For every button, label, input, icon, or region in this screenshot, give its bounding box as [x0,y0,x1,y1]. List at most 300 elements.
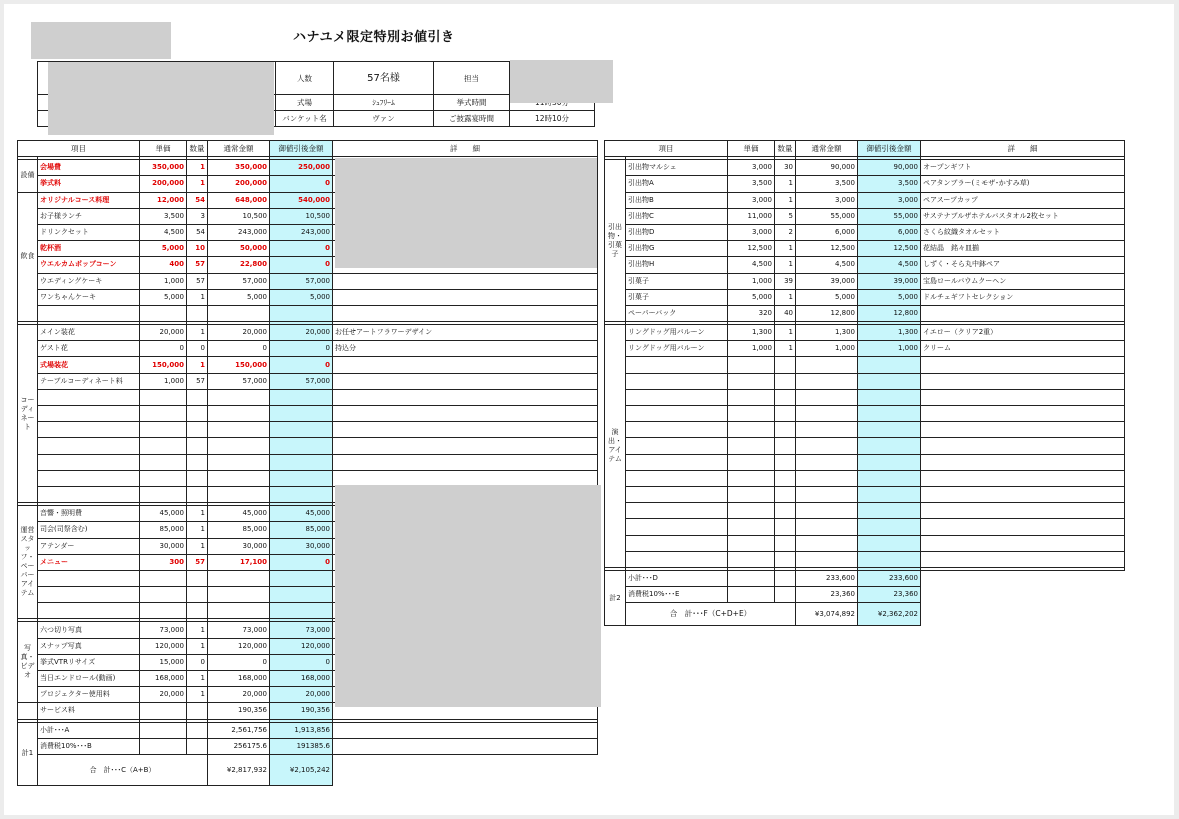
unit-price: 1,000 [728,273,775,289]
table-row [18,389,598,405]
table-row [18,325,598,341]
unit-price: 4,500 [728,257,775,273]
regular-amount [208,305,270,321]
table-row [18,373,598,389]
quantity [775,486,796,502]
discounted-amount [270,603,333,619]
item-name [38,389,140,405]
subtotal-label: 小計･･･A [38,722,140,738]
unit-price: 120,000 [140,638,187,654]
table-row [18,341,598,357]
unit-price: 12,000 [140,192,187,208]
venue-value: ｼｭﾌﾘｰﾑ [334,95,434,111]
header-cell: 詳 細 [333,141,598,157]
quantity [187,454,208,470]
discounted-amount: 45,000 [270,506,333,522]
detail-text [921,535,1125,551]
detail-text: サステナブルザホテルバスタオル2枚セット [921,208,1125,224]
table-row [605,160,1125,176]
regular-amount: 57,000 [208,273,270,289]
quantity [187,603,208,619]
detail-text [333,305,598,321]
detail-text: 持込分 [333,341,598,357]
quantity [775,406,796,422]
item-name: 司会(司祭含む) [38,522,140,538]
regular-amount: 3,500 [796,176,858,192]
quantity: 5 [775,208,796,224]
header-row [605,141,1125,157]
quantity: 1 [775,192,796,208]
quantity [187,703,208,719]
item-name: 引菓子 [626,289,728,305]
detail-text [333,289,598,305]
table-row [18,406,598,422]
regular-amount [208,486,270,502]
regular-amount [796,357,858,373]
regular-amount: 168,000 [208,671,270,687]
item-name: 挙式料 [38,176,140,192]
category-label: 演出・アイテム [605,325,626,568]
discounted-amount [270,406,333,422]
discounted-amount: 90,000 [858,160,921,176]
item-name: 引出物H [626,257,728,273]
quantity [775,535,796,551]
item-name [38,587,140,603]
regular-amount [796,486,858,502]
discounted-amount: 3,000 [858,192,921,208]
detail-text: イエロー（クリア2重） [921,325,1125,341]
category-label: 計1 [18,722,38,785]
unit-price: 3,000 [728,224,775,240]
unit-price [140,570,187,586]
subtotal-row [605,570,1125,586]
discounted-amount: 85,000 [270,522,333,538]
discounted-amount [858,503,921,519]
quantity [775,389,796,405]
item-name [626,422,728,438]
unit-price: 45,000 [140,506,187,522]
regular-amount: 12,800 [796,305,858,321]
item-name: 乾杯酒 [38,241,140,257]
detail-text: クリーム [921,341,1125,357]
regular-amount: 73,000 [208,622,270,638]
unit-price [140,422,187,438]
unit-price: 4,500 [140,224,187,240]
quantity: 1 [775,341,796,357]
discounted-amount: 30,000 [270,538,333,554]
discounted-amount: 190,356 [270,703,333,719]
regular-amount [208,587,270,603]
item-name [38,570,140,586]
header-cell: 数量 [775,141,796,157]
detail-text [333,438,598,454]
reception-time-label: ご披露宴時間 [434,111,510,127]
discounted-amount [858,535,921,551]
item-name: メイン装花 [38,325,140,341]
unit-price: 5,000 [140,241,187,257]
table-row [605,341,1125,357]
redacted-block [48,62,274,135]
header-cell: 単価 [728,141,775,157]
quantity [775,470,796,486]
item-name [626,519,728,535]
redacted-block [510,60,613,103]
detail-text [921,551,1125,567]
unit-price [140,454,187,470]
item-name: 引出物G [626,241,728,257]
tax-regular: 256175.6 [208,738,270,754]
regular-amount: 0 [208,341,270,357]
item-name: 引出物マルシェ [626,160,728,176]
table-row [18,470,598,486]
regular-amount: 20,000 [208,325,270,341]
category-label: 引出物・引菓子 [605,160,626,322]
category-label: 計2 [605,570,626,625]
discounted-amount [858,406,921,422]
quantity: 1 [187,622,208,638]
regular-amount: 1,000 [796,341,858,357]
unit-price: 1,000 [140,273,187,289]
tax-row [605,587,1125,603]
unit-price: 15,000 [140,654,187,670]
item-name: 会場費 [38,160,140,176]
discounted-amount: 5,000 [858,289,921,305]
unit-price [728,454,775,470]
discounted-amount [270,305,333,321]
item-name: スナップ写真 [38,638,140,654]
quantity [187,389,208,405]
unit-price: 320 [728,305,775,321]
discounted-amount [858,519,921,535]
detail-text [921,503,1125,519]
detail-text [921,305,1125,321]
regular-amount: 1,300 [796,325,858,341]
regular-amount [208,438,270,454]
discounted-amount [858,438,921,454]
discounted-amount [858,454,921,470]
table-row [605,357,1125,373]
regular-amount: 5,000 [208,289,270,305]
discounted-amount [270,470,333,486]
discounted-amount: 57,000 [270,273,333,289]
unit-price: 20,000 [140,687,187,703]
header-cell: 項目 [18,141,140,157]
unit-price: 30,000 [140,538,187,554]
banquet-label: バンケット名 [276,111,334,127]
blank-cell [921,603,1125,626]
discounted-amount: 55,000 [858,208,921,224]
unit-price [140,406,187,422]
item-name [38,422,140,438]
quantity [187,470,208,486]
unit-price [728,519,775,535]
quantity: 30 [775,160,796,176]
regular-amount: 190,356 [208,703,270,719]
quantity: 57 [187,257,208,273]
regular-amount [796,503,858,519]
item-name: アテンダー [38,538,140,554]
unit-price: 85,000 [140,522,187,538]
quantity: 1 [187,538,208,554]
discounted-amount [270,422,333,438]
blank-cell [187,722,208,738]
discounted-amount: 0 [270,554,333,570]
subtotal-label: 小計･･･D [626,570,728,586]
unit-price: 150,000 [140,357,187,373]
regular-amount: 200,000 [208,176,270,192]
discounted-amount [270,389,333,405]
regular-amount: 22,800 [208,257,270,273]
quantity: 3 [187,208,208,224]
unit-price [728,503,775,519]
table-row [18,357,598,373]
discounted-amount [270,587,333,603]
discounted-amount: 0 [270,257,333,273]
page-title: ハナユメ限定特別お値引き [293,30,455,45]
unit-price: 3,000 [728,192,775,208]
quantity: 1 [775,325,796,341]
discounted-amount [858,357,921,373]
unit-price [140,389,187,405]
table-row [605,503,1125,519]
detail-text [333,406,598,422]
quantity: 1 [187,289,208,305]
category-label: コーディネート [18,325,38,503]
subtotal-regular: 233,600 [796,570,858,586]
detail-text [921,438,1125,454]
table-row [605,305,1125,321]
table-row [605,176,1125,192]
table-row [605,486,1125,502]
quantity [775,357,796,373]
tax-discounted: 23,360 [858,587,921,603]
unit-price: 3,500 [728,176,775,192]
staff-label: 担当 [434,62,510,95]
quantity: 54 [187,224,208,240]
quantity: 0 [187,654,208,670]
item-name: リングドッグ用バルーン [626,341,728,357]
discounted-amount: 540,000 [270,192,333,208]
blank-cell [333,722,598,738]
table-row [18,273,598,289]
quantity: 1 [187,506,208,522]
unit-price [140,603,187,619]
detail-text [921,486,1125,502]
regular-amount: 55,000 [796,208,858,224]
unit-price [728,486,775,502]
item-name [38,454,140,470]
discounted-amount: 10,500 [270,208,333,224]
discounted-amount [270,570,333,586]
discounted-amount: 243,000 [270,224,333,240]
quantity: 1 [187,160,208,176]
item-name [626,486,728,502]
table-row [605,519,1125,535]
unit-price [140,587,187,603]
item-name: 挙式VTRリサイズ [38,654,140,670]
regular-amount [796,470,858,486]
header-row [18,141,598,157]
subtotal-discounted: 233,600 [858,570,921,586]
item-name: 引菓子 [626,273,728,289]
quantity: 57 [187,373,208,389]
table-row [605,389,1125,405]
unit-price: 1,300 [728,325,775,341]
regular-amount [796,519,858,535]
discounted-amount [858,486,921,502]
discounted-amount: 6,000 [858,224,921,240]
item-name: ウエディングケーキ [38,273,140,289]
unit-price: 12,500 [728,241,775,257]
unit-price [728,535,775,551]
quantity: 39 [775,273,796,289]
discounted-amount: 0 [270,241,333,257]
unit-price: 300 [140,554,187,570]
header-cell: 単価 [140,141,187,157]
detail-text: 花結晶 銘々皿揃 [921,241,1125,257]
discounted-amount [858,470,921,486]
tax-row [18,738,598,754]
detail-text [333,389,598,405]
blank-cell [140,738,187,754]
detail-text: オープンギフト [921,160,1125,176]
discounted-amount: 250,000 [270,160,333,176]
quantity: 1 [775,257,796,273]
total-regular: ¥2,817,932 [208,754,270,785]
item-name [626,535,728,551]
item-name: プロジェクター使用料 [38,687,140,703]
tax-label: 消費税10%･･･E [626,587,728,603]
table-row [605,535,1125,551]
item-name [38,470,140,486]
discounted-amount: 4,500 [858,257,921,273]
item-name [626,438,728,454]
detail-text [333,373,598,389]
discounted-amount [858,422,921,438]
ceremony-time-label: 挙式時間 [434,95,510,111]
detail-text: しずく・そら丸中鉢ペア [921,257,1125,273]
blank-cell [728,570,775,586]
subtotal-regular: 2,561,756 [208,722,270,738]
item-name: 当日エンドロール(動画) [38,671,140,687]
regular-amount: 0 [208,654,270,670]
total-row [605,603,1125,626]
item-name: 引出物B [626,192,728,208]
unit-price: 73,000 [140,622,187,638]
unit-price: 1,000 [140,373,187,389]
quantity [187,305,208,321]
table-row [605,289,1125,305]
discounted-amount: 120,000 [270,638,333,654]
blank-cell [775,570,796,586]
unit-price [728,438,775,454]
table-row [605,273,1125,289]
item-name: リングドッグ用バルーン [626,325,728,341]
total-regular: ¥3,074,892 [796,603,858,626]
discounted-amount [858,551,921,567]
unit-price: 400 [140,257,187,273]
unit-price: 3,000 [728,160,775,176]
item-name: 引出物A [626,176,728,192]
unit-price: 5,000 [728,289,775,305]
detail-text [921,406,1125,422]
quantity [775,422,796,438]
regular-amount: 30,000 [208,538,270,554]
item-name [626,551,728,567]
regular-amount [208,389,270,405]
detail-text: さくら紋織タオルセット [921,224,1125,240]
redacted-block [31,22,171,59]
item-name [38,486,140,502]
unit-price [728,357,775,373]
quantity: 54 [187,192,208,208]
item-name: ドリンクセット [38,224,140,240]
unit-price [140,305,187,321]
quantity [775,519,796,535]
quantity [187,486,208,502]
regular-amount: 6,000 [796,224,858,240]
category-label [18,703,38,719]
regular-amount: 57,000 [208,373,270,389]
detail-text [921,389,1125,405]
discounted-amount [858,373,921,389]
item-name [38,406,140,422]
discounted-amount: 0 [270,341,333,357]
quantity [187,438,208,454]
redacted-block [335,158,597,268]
discounted-amount: 20,000 [270,325,333,341]
item-name: オリジナルコース料理 [38,192,140,208]
table-row [605,192,1125,208]
discounted-amount: 1,000 [858,341,921,357]
total-discounted: ¥2,362,202 [858,603,921,626]
detail-text [333,357,598,373]
item-name [38,305,140,321]
regular-amount [208,603,270,619]
unit-price: 20,000 [140,325,187,341]
blank-cell [140,722,187,738]
table-row [605,241,1125,257]
unit-price [728,470,775,486]
item-name [626,373,728,389]
quantity: 2 [775,224,796,240]
item-name [626,470,728,486]
guests-label: 人数 [276,62,334,95]
banquet-value: ヴァン [334,111,434,127]
quantity: 0 [187,341,208,357]
quantity [775,551,796,567]
table-row [605,438,1125,454]
table-row [605,224,1125,240]
quantity [775,454,796,470]
item-name [626,406,728,422]
unit-price [140,703,187,719]
unit-price: 0 [140,341,187,357]
quantity: 1 [187,522,208,538]
item-name: 六つ切り写真 [38,622,140,638]
table-row [18,454,598,470]
detail-text [921,470,1125,486]
table-row [605,422,1125,438]
quantity: 57 [187,273,208,289]
quantity: 1 [187,638,208,654]
category-label: 運営スタッフ・ペーパーアイテム [18,506,38,619]
discounted-amount: 3,500 [858,176,921,192]
item-name: ペーパーバック [626,305,728,321]
regular-amount [796,454,858,470]
regular-amount [796,551,858,567]
blank-cell [921,570,1125,586]
